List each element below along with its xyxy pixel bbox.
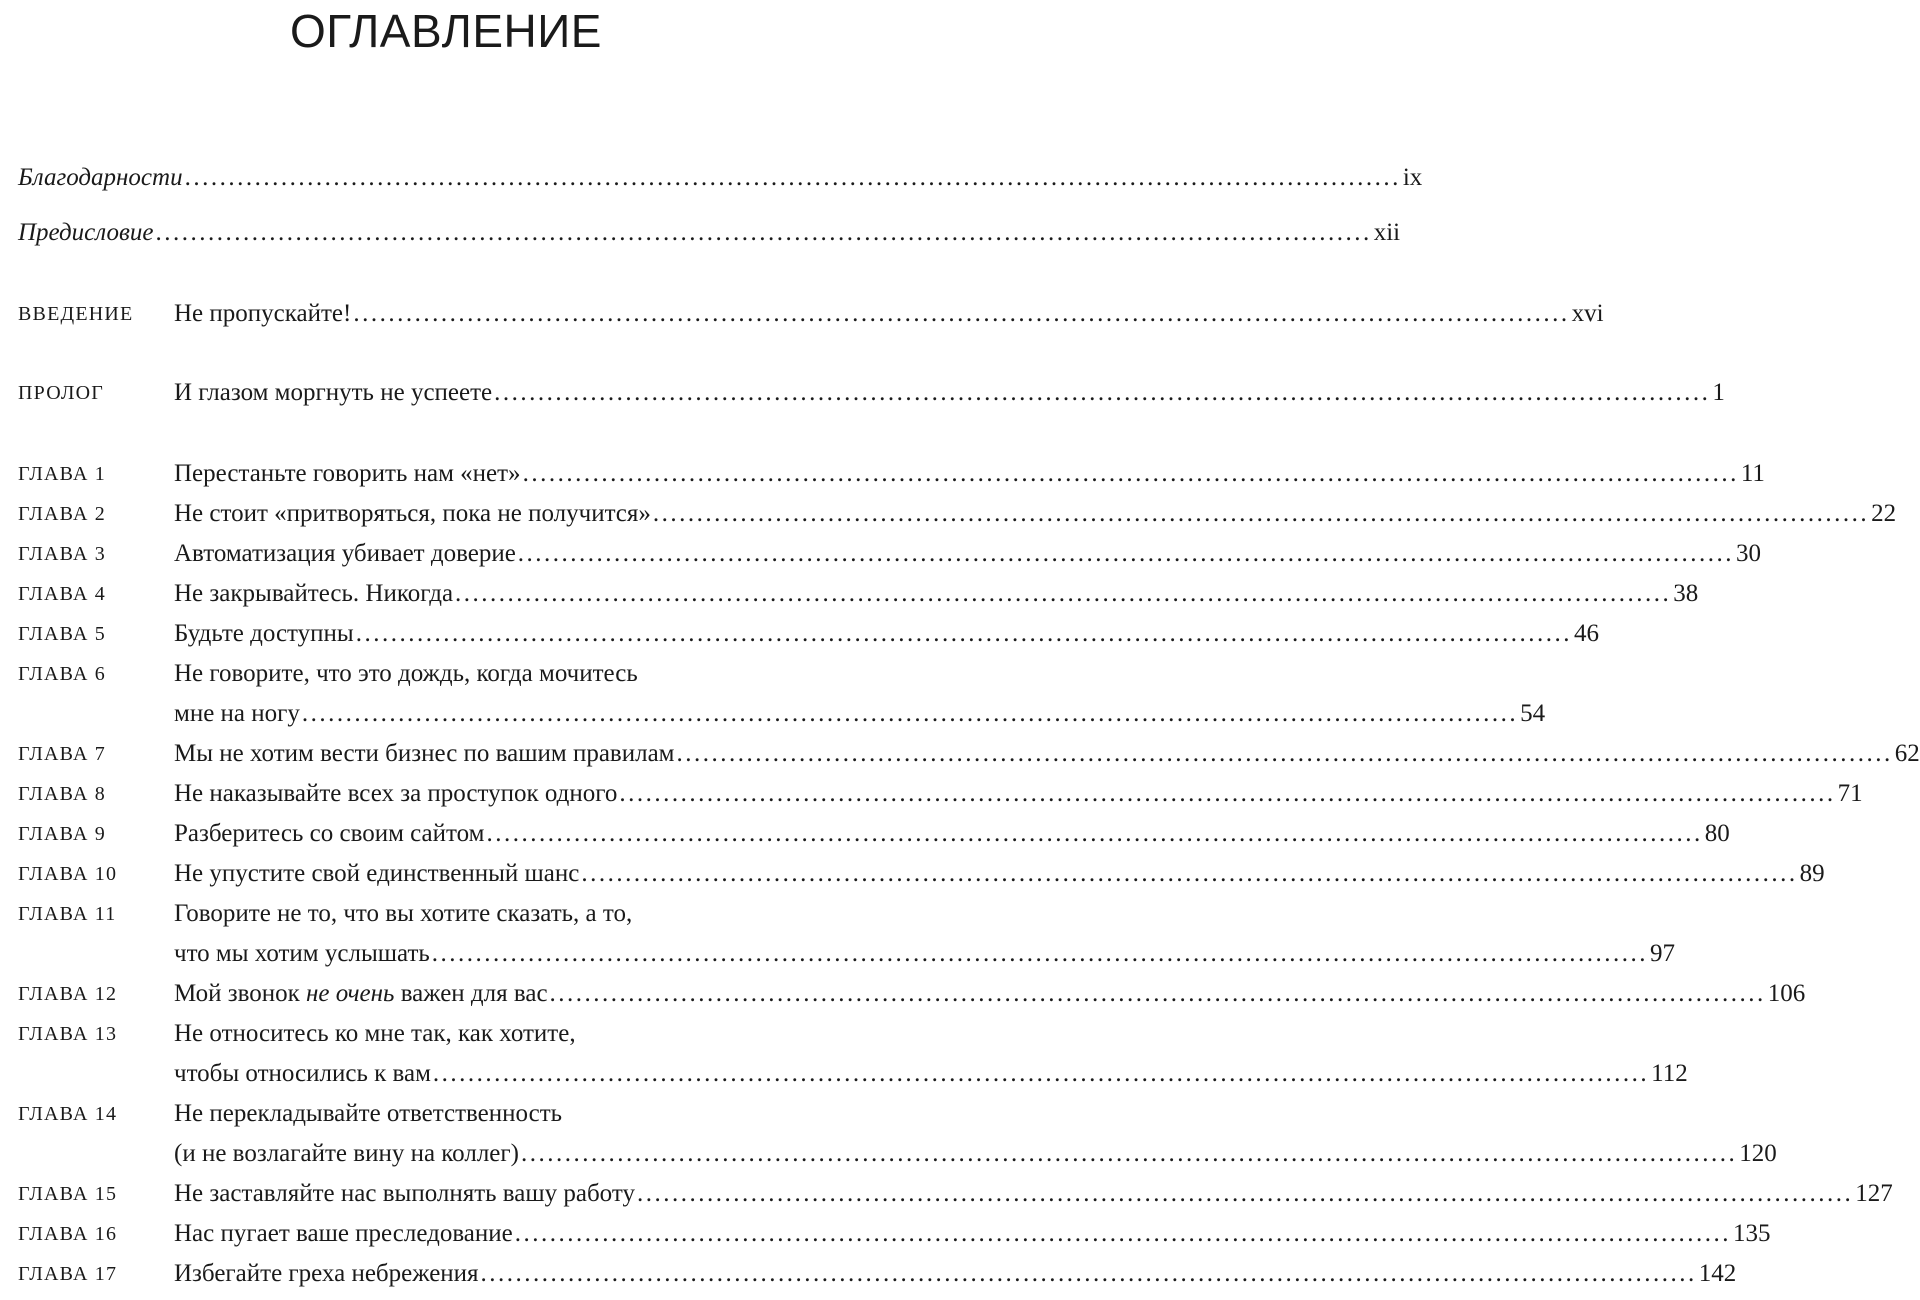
toc-entry-chapter-5[interactable]: [18, 618, 1599, 650]
entry-title: Не закрывайтесь. Никогда: [174, 580, 454, 607]
entry-title: И глазом моргнуть не успеете: [174, 379, 493, 406]
toc-entry-chapter-14-continued[interactable]: [18, 1138, 1777, 1170]
toc-entry-chapter-13[interactable]: [18, 1018, 882, 1050]
entry-title: Благодарности: [18, 164, 183, 191]
page-number: 120: [1739, 1140, 1777, 1167]
entry-label: ГЛАВА 2: [18, 503, 106, 525]
dot-leader: ...........................................................................................................................................: [184, 164, 1401, 191]
toc-entry-prologue[interactable]: [18, 377, 1725, 409]
page-number: 80: [1704, 820, 1730, 847]
entry-label: ГЛАВА 17: [18, 1263, 118, 1285]
entry-label: ГЛАВА 6: [18, 663, 106, 685]
page-number: 54: [1520, 700, 1546, 727]
toc-entry-chapter-2[interactable]: [18, 498, 1897, 530]
entry-label: ГЛАВА 5: [18, 623, 106, 645]
toc-entry-acknowledgements[interactable]: [18, 162, 1423, 194]
page-number: 127: [1855, 1180, 1893, 1207]
entry-title: Не заставляйте нас выполнять вашу работу: [174, 1180, 635, 1207]
entry-title: Не наказывайте всех за проступок одного: [174, 780, 618, 807]
page-number: xvi: [1571, 300, 1604, 327]
entry-label: ГЛАВА 8: [18, 783, 106, 805]
dot-leader: ...........................................................................................................................................: [652, 500, 1870, 527]
entry-label: ГЛАВА 14: [18, 1103, 118, 1125]
entry-title-end: важен для вас: [394, 980, 548, 1007]
entry-title: Не стоит «притворяться, пока не получится»: [174, 500, 651, 527]
entry-title-line-1: Говорите не то, что вы хотите сказать, а то,: [174, 900, 633, 927]
dot-leader: ...........................................................................................................................................: [636, 1180, 1854, 1207]
page-number: ix: [1402, 164, 1423, 191]
entry-label: ГЛАВА 15: [18, 1183, 118, 1205]
entry-label: ГЛАВА 4: [18, 583, 106, 605]
toc-entry-chapter-11[interactable]: [18, 898, 882, 930]
dot-leader: ...........................................................................................................................................: [619, 780, 1836, 807]
page-number: 11: [1740, 460, 1765, 487]
entry-title-start: Мой звонок: [174, 980, 307, 1007]
page-number: 1: [1712, 379, 1725, 406]
page-number: 106: [1767, 980, 1806, 1007]
toc-entry-chapter-11-continued[interactable]: [18, 938, 1676, 970]
entry-label: ГЛАВА 7: [18, 743, 106, 765]
dot-leader: ...........................................................................................................................................: [355, 620, 1572, 647]
dot-leader: ...........................................................................................................................................: [520, 1140, 1738, 1167]
entry-label: ГЛАВА 13: [18, 1023, 118, 1045]
dot-leader: ...........................................................................................................................................: [432, 1060, 1650, 1087]
entry-title: Перестаньте говорить нам «нет»: [174, 460, 521, 487]
entry-title: мне на ногу: [174, 700, 300, 727]
entry-label: ГЛАВА 3: [18, 543, 106, 565]
page-number: xii: [1373, 219, 1401, 246]
toc-entry-chapter-6[interactable]: [18, 658, 882, 690]
entry-title: (и не возлагайте вину на коллег): [174, 1140, 519, 1167]
toc-entry-introduction[interactable]: [18, 298, 1604, 330]
page-number: 62: [1894, 740, 1920, 767]
entry-title: Автоматизация убивает доверие: [174, 540, 516, 567]
page-number: 71: [1837, 780, 1863, 807]
toc-entry-chapter-16[interactable]: [18, 1218, 1771, 1250]
dot-leader: ...........................................................................................................................................: [480, 1260, 1697, 1287]
entry-title: что мы хотим услышать: [174, 940, 430, 967]
entry-label: ГЛАВА 9: [18, 823, 106, 845]
entry-title-emphasis: не очень: [306, 980, 395, 1007]
toc-entry-chapter-7[interactable]: [18, 738, 1920, 770]
entry-label: ГЛАВА 16: [18, 1223, 118, 1245]
dot-leader: ...........................................................................................................................................: [155, 219, 1372, 246]
entry-label: ГЛАВА 10: [18, 863, 118, 885]
dot-leader: ...........................................................................................................................................: [514, 1220, 1731, 1247]
dot-leader: ...........................................................................................................................................: [549, 980, 1766, 1007]
entry-title: Мы не хотим вести бизнес по вашим правилам: [174, 740, 675, 767]
toc-entry-chapter-13-continued[interactable]: [18, 1058, 1688, 1090]
entry-title-line-1: Не говорите, что это дождь, когда мочитесь: [174, 660, 638, 687]
toc-entry-chapter-3[interactable]: [18, 538, 1762, 570]
dot-leader: ...........................................................................................................................................: [301, 700, 1519, 727]
dot-leader: ...........................................................................................................................................: [676, 740, 1893, 767]
page-number: 30: [1736, 540, 1762, 567]
entry-title: [174, 978, 548, 1010]
entry-label: ВВЕДЕНИЕ: [18, 303, 134, 325]
dot-leader: ...........................................................................................................................................: [494, 379, 1711, 406]
entry-title: Разберитесь со своим сайтом: [174, 820, 485, 847]
dot-leader: ...........................................................................................................................................: [353, 300, 1570, 327]
page-number: 142: [1698, 1260, 1737, 1287]
dot-leader: ...........................................................................................................................................: [486, 820, 1703, 847]
toc-entry-chapter-4[interactable]: [18, 578, 1699, 610]
entry-title: Избегайте греха небрежения: [174, 1260, 479, 1287]
toc-entry-chapter-12[interactable]: [18, 978, 1806, 1010]
dot-leader: ...........................................................................................................................................: [431, 940, 1649, 967]
entry-title: Предисловие: [18, 219, 154, 246]
toc-entry-chapter-1[interactable]: [18, 458, 1765, 490]
entry-label: ГЛАВА 1: [18, 463, 106, 485]
entry-title: Не пропускайте!: [174, 300, 352, 327]
toc-entry-chapter-8[interactable]: [18, 778, 1863, 810]
entry-label: ГЛАВА 11: [18, 903, 117, 925]
page-title: ОГЛАВЛЕНИЕ: [290, 5, 602, 57]
dot-leader: ...........................................................................................................................................: [455, 580, 1672, 607]
entry-title: Не упустите свой единственный шанс: [174, 860, 580, 887]
page-number: 112: [1651, 1060, 1688, 1087]
page-number: 46: [1573, 620, 1599, 647]
toc-entry-chapter-14[interactable]: [18, 1098, 882, 1130]
entry-title: Будьте доступны: [174, 620, 354, 647]
toc-entry-chapter-15[interactable]: [18, 1178, 1893, 1210]
page-number: 22: [1871, 500, 1897, 527]
dot-leader: ...........................................................................................................................................: [517, 540, 1735, 567]
page-number: 97: [1650, 940, 1676, 967]
dot-leader: ...........................................................................................................................................: [522, 460, 1739, 487]
entry-label: ГЛАВА 12: [18, 983, 118, 1005]
toc-entry-chapter-17[interactable]: [18, 1258, 1737, 1290]
entry-label: ПРОЛОГ: [18, 382, 105, 404]
toc-entry-chapter-10[interactable]: [18, 858, 1825, 890]
entry-title: Нас пугает ваше преследование: [174, 1220, 513, 1247]
entry-title-line-1: Не перекладывайте ответственность: [174, 1100, 563, 1127]
dot-leader: ...........................................................................................................................................: [581, 860, 1798, 887]
toc-entry-foreword[interactable]: [18, 217, 1401, 249]
entry-title-line-1: Не относитесь ко мне так, как хотите,: [174, 1020, 576, 1047]
toc-entry-chapter-9[interactable]: [18, 818, 1730, 850]
page-number: 89: [1799, 860, 1825, 887]
entry-title: чтобы относились к вам: [174, 1060, 431, 1087]
toc-entry-chapter-6-continued[interactable]: [18, 698, 1546, 730]
page-number: 135: [1733, 1220, 1771, 1247]
page-number: 38: [1673, 580, 1699, 607]
